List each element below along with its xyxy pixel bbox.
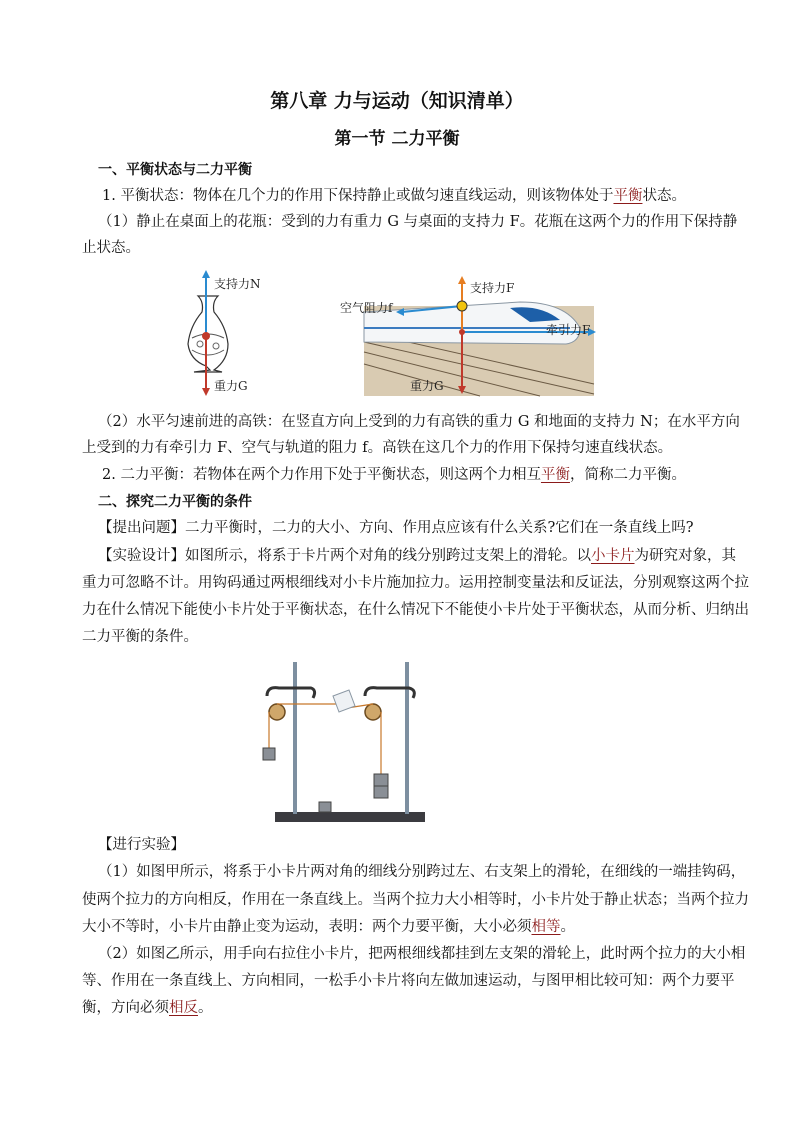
text: 1. 平衡状态：物体在几个力的作用下保持静止或做匀速直线运动，则该物体处于 [102, 188, 614, 204]
tag-question: 【提出问题】 [98, 520, 185, 536]
text: 如图所示，将系于卡片两个对角的线分别跨过支架上的滑轮。以 [185, 548, 591, 564]
paragraph-vase-1: （1）静止在桌面上的花瓶：受到的力有重力 G 与桌面的支持力 F。花瓶在这两个力的作用下保持静 [98, 214, 738, 230]
support-label: 支持力N [214, 277, 261, 291]
traction-label: 牵引力F [546, 323, 591, 337]
paragraph-design-3: 力在什么情况下能使小卡片处于平衡状态，在什么情况下不能使小卡片处于平衡状态，从而分析、归纳出 [82, 602, 749, 618]
paragraph-train-2: 上受到的力有牵引力 F、空气与轨道的阻力 f。高铁在这几个力的作用下保持匀速直线状态。 [82, 440, 673, 456]
left-pulley-icon [269, 704, 285, 720]
answer-card: 小卡片 [591, 548, 635, 564]
tag-experiment: 【进行实验】 [98, 837, 185, 853]
answer-balance: 平衡 [613, 188, 643, 204]
paragraph-question [98, 518, 738, 538]
tag-design: 【实验设计】 [98, 548, 185, 564]
text: 大小不等时，小卡片由静止变为运动，表明：两个力要平衡，大小必须 [82, 919, 532, 935]
paragraph-design-4: 二力平衡的条件。 [82, 629, 198, 645]
text: 。 [560, 919, 575, 935]
paragraph-experiment2-2: 等、作用在一条直线上、方向相同，一松手小卡片将向左做加速运动，与图甲相比较可知：两个力要平 [82, 973, 735, 989]
text: 状态。 [642, 188, 686, 204]
text: ，简称二力平衡。 [569, 467, 686, 483]
air-resistance-label: 空气阻力f [340, 301, 393, 315]
spare-weight-icon [319, 802, 331, 812]
paragraph-design-2: 重力可忽略不计。用钩码通过两根细线对小卡片施加拉力。运用控制变量法和反证法，分别观察这两个拉 [82, 575, 749, 591]
section-title: 第一节 二力平衡 [334, 129, 460, 149]
text: 。 [198, 1000, 213, 1016]
experiment-apparatus-figure [255, 656, 445, 826]
left-weight-icon [263, 748, 275, 760]
answer-opposite: 相反 [169, 1000, 198, 1016]
paragraph-design-1 [98, 546, 738, 566]
paragraph-train-1: （2）水平匀速前进的高铁：在竖直方向上受到的力有高铁的重力 G 和地面的支持力 N；在水平方向 [98, 414, 740, 430]
paragraph-experiment1-2: 使两个拉力的方向相反，作用在一条直线上。当两个拉力大小相等时，小卡片处于静止状态；当两个拉力 [82, 892, 749, 908]
text: 衡，方向必须 [82, 1000, 169, 1016]
paragraph-experiment1-1: （1）如图甲所示，将系于小卡片两对角的细线分别跨过左、右支架上的滑轮，在细线的一端挂钩码， [98, 864, 746, 880]
gravity-label: 重力G [410, 379, 444, 393]
paragraph-experiment2-3 [82, 998, 722, 1018]
train-force-diagram [340, 272, 620, 400]
right-weight-icon [374, 774, 388, 786]
part2-heading: 二、探究二力平衡的条件 [98, 494, 252, 510]
text: 二力平衡时，二力的大小、方向、作用点应该有什么关系?它们在一条直线上吗? [185, 520, 694, 536]
answer-balance-2: 平衡 [540, 467, 570, 483]
paragraph-experiment1-3 [82, 917, 722, 937]
chapter-title: 第八章 力与运动（知识清单） [270, 90, 524, 112]
paragraph-vase-2: 止状态。 [82, 240, 140, 256]
right-pulley-icon [365, 704, 381, 720]
vase-force-diagram [170, 268, 280, 398]
small-card-icon [333, 690, 355, 712]
text: 2. 二力平衡：若物体在两个力作用下处于平衡状态，则这两个力相互 [102, 467, 541, 483]
paragraph-two-force-balance [102, 465, 742, 485]
paragraph-balance-state [102, 186, 742, 206]
answer-equal: 相等 [531, 919, 561, 935]
paragraph-experiment2-1: （2）如图乙所示，用手向右拉住小卡片，把两根细线都挂到左支架的滑轮上，此时两个拉力的大小相 [98, 946, 746, 962]
support-label: 支持力F [470, 281, 515, 295]
text: 为研究对象，其 [634, 548, 736, 564]
part1-heading: 一、平衡状态与二力平衡 [98, 162, 252, 178]
gravity-label: 重力G [214, 379, 248, 393]
